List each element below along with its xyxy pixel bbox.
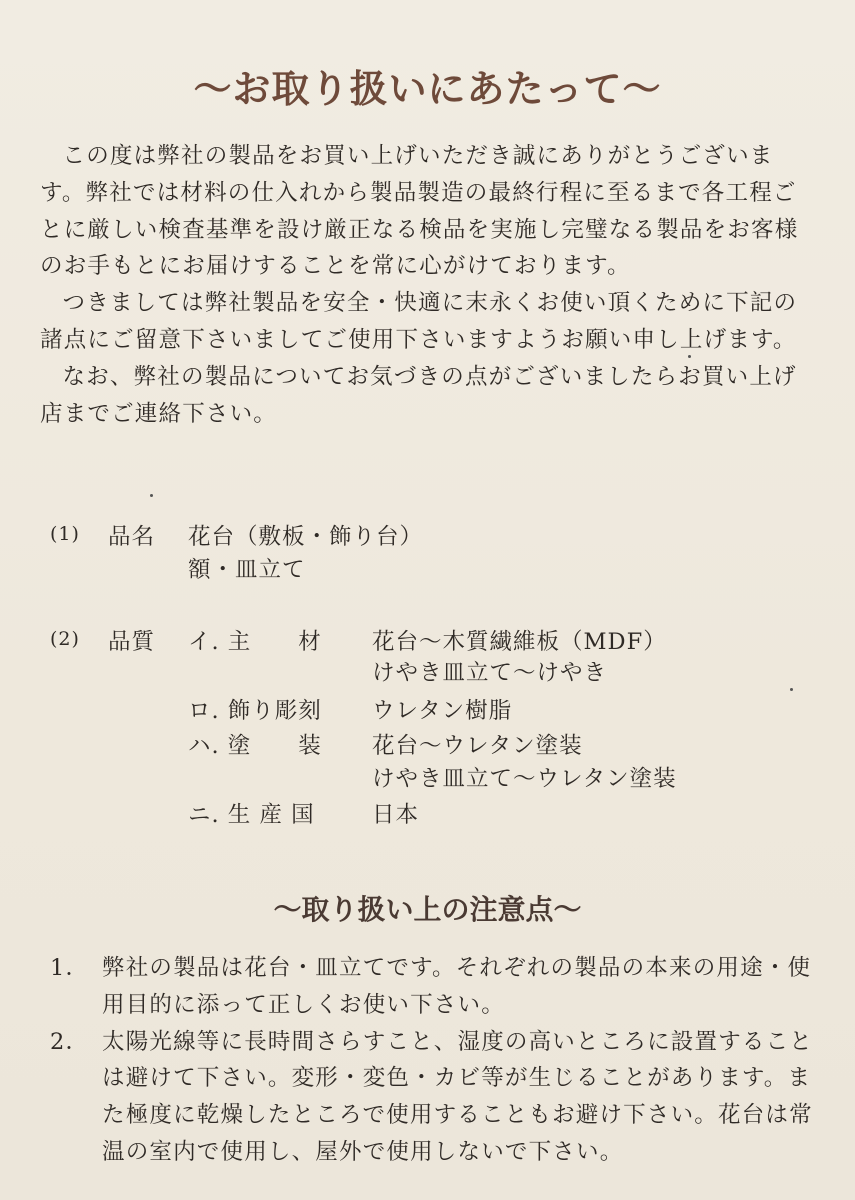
list-item [50, 950, 825, 1024]
spec-quality-value: 花台～木質繊維板（MDF） [372, 629, 667, 655]
intro-section [40, 138, 815, 432]
paper-speck [688, 355, 691, 358]
spec-quality-value: 日本 [372, 802, 420, 828]
note-number: 2． [50, 1028, 90, 1055]
spec-item-2-number: (2) [50, 628, 80, 650]
spec-quality-value: けやき皿立て～ウレタン塗装 [372, 766, 677, 792]
spec-quality-key-carving: ロ. 飾り彫刻 [188, 698, 322, 724]
intro-paragraph-1: この度は弊社の製品をお買い上げいただき誠にありがとうございます。弊社では材料の仕入れから製品製造の最終行程に至るまで各工程ごとに厳しい検査基準を設け厳正なる検品を実施し完璧なる製品をお客様のお手もとにお届けすることを常に心がけております。 [40, 143, 799, 280]
handling-notes-list [50, 950, 825, 1171]
section-title-handling-notes: ～取り扱い上の注意点～ [273, 893, 582, 926]
intro-paragraph-2: つきましては弊社製品を安全・快適に末永くお使い頂くために下記の諸点にご留意下さいましてご使用下さいますようお願い申し上げます。 [40, 290, 798, 353]
spec-product-name-1: 花台（敷板・飾り台） [188, 524, 424, 550]
spec-item-2-label: 品質 [108, 629, 156, 655]
spec-item-1-number: (1) [50, 523, 80, 545]
spec-quality-value: ウレタン樹脂 [372, 698, 513, 724]
paper-speck [790, 688, 793, 691]
note-text: 弊社の製品は花台・皿立てです。それぞれの製品の本来の用途・使用目的に添って正しくお使い下さい。 [102, 955, 812, 1018]
spec-quality-key-origin: ニ. 生 産 国 [188, 802, 315, 828]
spec-quality-key-coating: ハ. 塗 装 [188, 733, 322, 759]
spec-quality-value: 花台～ウレタン塗装 [372, 733, 583, 759]
paper-speck [150, 494, 153, 497]
list-item [50, 1024, 825, 1171]
note-text: 太陽光線等に長時間さらすこと、湿度の高いところに設置することは避けて下さい。変形・変色・カビ等が生じることがあります。また極度に乾燥したところで使用することもお避け下さい。花台は常温の室内で使用し、屋外で使用しないで下さい。 [102, 1028, 814, 1165]
spec-item-1-label: 品名 [108, 524, 156, 550]
intro-paragraph-3: なお、弊社の製品についてお気づきの点がございましたらお買い上げ店までご連絡下さい。 [40, 363, 797, 427]
document-title: ～お取り扱いにあたって～ [193, 67, 662, 111]
spec-quality-key-main-material: イ. 主 材 [188, 629, 322, 655]
spec-quality-value: けやき皿立て～けやき [372, 660, 608, 686]
note-number: 1． [50, 955, 90, 981]
spec-product-name-2: 額・皿立て [188, 557, 306, 583]
